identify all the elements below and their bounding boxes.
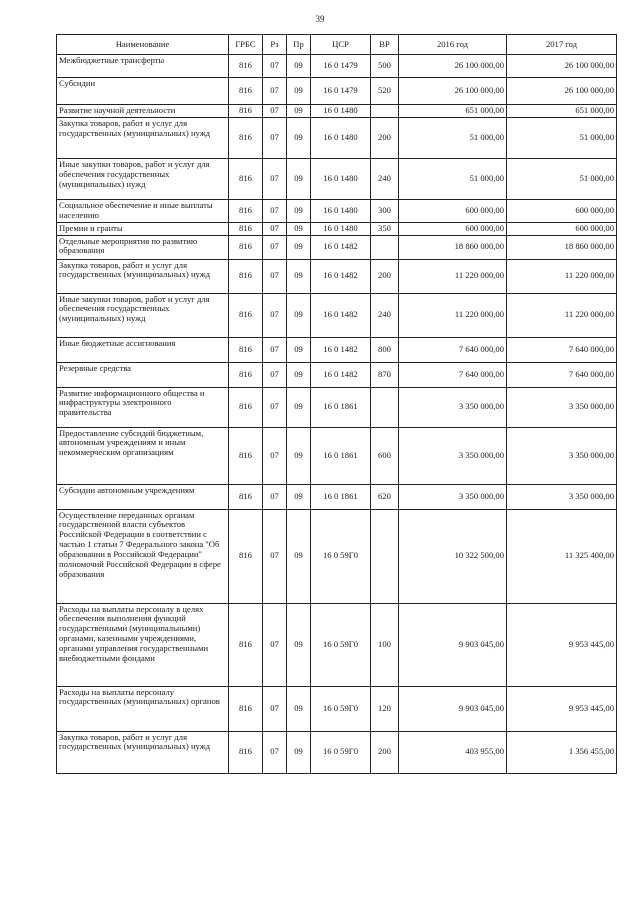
cell-rz: 07: [263, 55, 287, 78]
cell-name: Закупка товаров, работ и услуг для государственных (муниципальных) нужд: [57, 731, 229, 773]
cell-2016: 403 955,00: [399, 731, 507, 773]
cell-grbs: 816: [229, 117, 263, 158]
cell-vr: 620: [371, 484, 399, 509]
cell-rz: 07: [263, 259, 287, 293]
cell-name: Субсидии автономным учреждениям: [57, 484, 229, 509]
cell-name: Расходы на выплаты персоналу государственных (муниципальных) органов: [57, 686, 229, 731]
cell-csr: 16 0 1480: [311, 105, 371, 118]
table-row: [57, 509, 617, 603]
cell-csr: 16 0 1480: [311, 117, 371, 158]
cell-rz: 07: [263, 731, 287, 773]
cell-rz: 07: [263, 78, 287, 105]
header-2017: 2017 год: [507, 35, 617, 55]
cell-2017: 7 640 000,00: [507, 362, 617, 387]
cell-name: Премии и гранты: [57, 222, 229, 235]
cell-2017: 651 000,00: [507, 105, 617, 118]
cell-rz: 07: [263, 158, 287, 199]
cell-2017: 7 640 000,00: [507, 337, 617, 362]
cell-2016: 7 640 000,00: [399, 362, 507, 387]
cell-pr: 09: [287, 686, 311, 731]
table-row: [57, 427, 617, 484]
table-row: [57, 117, 617, 158]
cell-2017: 600 000,00: [507, 222, 617, 235]
cell-name: Закупка товаров, работ и услуг для государственных (муниципальных) нужд: [57, 259, 229, 293]
cell-name: Осуществление переданных органам государственной власти субъектов Российской Федерации в соответствии с частью 1 статьи 7 Федерального закона "Об образовании в Российской Федерации" полномочий Российской Федерации в сфере образования: [57, 509, 229, 603]
cell-vr: 800: [371, 337, 399, 362]
cell-name: Развитие информационного общества и инфраструктуры электронного правительства: [57, 387, 229, 427]
header-rz: Рз: [263, 35, 287, 55]
cell-2016: 9 903 045,00: [399, 603, 507, 686]
cell-name: Развитие научной деятельности: [57, 105, 229, 118]
cell-2016: 600 000,00: [399, 222, 507, 235]
cell-rz: 07: [263, 293, 287, 337]
cell-csr: 16 0 1482: [311, 259, 371, 293]
cell-grbs: 816: [229, 509, 263, 603]
table-body: [57, 55, 617, 774]
cell-vr: 200: [371, 731, 399, 773]
cell-rz: 07: [263, 222, 287, 235]
cell-vr: 600: [371, 427, 399, 484]
cell-name: Межбюджетные трансферты: [57, 55, 229, 78]
cell-csr: 16 0 59Г0: [311, 686, 371, 731]
cell-pr: 09: [287, 603, 311, 686]
cell-grbs: 816: [229, 105, 263, 118]
cell-grbs: 816: [229, 362, 263, 387]
cell-csr: 16 0 59Г0: [311, 731, 371, 773]
cell-rz: 07: [263, 686, 287, 731]
table-row: [57, 603, 617, 686]
cell-vr: 870: [371, 362, 399, 387]
cell-name: Расходы на выплаты персоналу в целях обеспечения выполнения функций государственными (муниципальными) органами, казенными учреждениями, органами управления государственными внебюджетными фондами: [57, 603, 229, 686]
cell-rz: 07: [263, 509, 287, 603]
cell-vr: [371, 509, 399, 603]
cell-vr: 200: [371, 117, 399, 158]
cell-csr: 16 0 1482: [311, 235, 371, 259]
cell-pr: 09: [287, 105, 311, 118]
cell-2016: 3 350 000,00: [399, 387, 507, 427]
cell-csr: 16 0 1861: [311, 427, 371, 484]
header-2016: 2016 год: [399, 35, 507, 55]
cell-2017: 51 000,00: [507, 158, 617, 199]
table-row: [57, 259, 617, 293]
table-row: [57, 362, 617, 387]
cell-rz: 07: [263, 387, 287, 427]
cell-2016: 651 000,00: [399, 105, 507, 118]
cell-pr: 09: [287, 293, 311, 337]
budget-table: [56, 34, 617, 774]
cell-grbs: 816: [229, 484, 263, 509]
cell-grbs: 816: [229, 259, 263, 293]
table-row: [57, 337, 617, 362]
table-row: [57, 686, 617, 731]
cell-rz: 07: [263, 362, 287, 387]
cell-2016: 11 220 000,00: [399, 259, 507, 293]
cell-vr: 350: [371, 222, 399, 235]
cell-rz: 07: [263, 117, 287, 158]
cell-name: Иные бюджетные ассигнования: [57, 337, 229, 362]
cell-csr: 16 0 1479: [311, 78, 371, 105]
table-row: [57, 55, 617, 78]
cell-pr: 09: [287, 55, 311, 78]
cell-vr: 240: [371, 158, 399, 199]
table-row: [57, 105, 617, 118]
cell-vr: [371, 387, 399, 427]
cell-2016: 9 903 045,00: [399, 686, 507, 731]
cell-2016: 10 322 500,00: [399, 509, 507, 603]
table-row: [57, 484, 617, 509]
cell-2017: 3 350 000,00: [507, 387, 617, 427]
cell-grbs: 816: [229, 603, 263, 686]
header-name: Наименование: [57, 35, 229, 55]
cell-csr: 16 0 1482: [311, 362, 371, 387]
cell-rz: 07: [263, 427, 287, 484]
cell-2017: 11 325 400,00: [507, 509, 617, 603]
cell-pr: 09: [287, 427, 311, 484]
cell-vr: 120: [371, 686, 399, 731]
cell-2017: 26 100 000,00: [507, 78, 617, 105]
table-row: [57, 158, 617, 199]
cell-2016: 51 000,00: [399, 117, 507, 158]
cell-pr: 09: [287, 259, 311, 293]
table-row: [57, 293, 617, 337]
cell-2016: 600 000,00: [399, 199, 507, 222]
cell-grbs: 816: [229, 337, 263, 362]
cell-vr: 520: [371, 78, 399, 105]
cell-grbs: 816: [229, 731, 263, 773]
cell-csr: 16 0 1480: [311, 222, 371, 235]
table-row: [57, 387, 617, 427]
cell-name: Иные закупки товаров, работ и услуг для обеспечения государственных (муниципальных) нужд: [57, 293, 229, 337]
cell-2017: 51 000,00: [507, 117, 617, 158]
cell-vr: 200: [371, 259, 399, 293]
cell-grbs: 816: [229, 78, 263, 105]
cell-csr: 16 0 1861: [311, 387, 371, 427]
cell-grbs: 816: [229, 55, 263, 78]
cell-2016: 7 640 000,00: [399, 337, 507, 362]
cell-name: Социальное обеспечение и иные выплаты населению: [57, 199, 229, 222]
cell-2017: 600 000,00: [507, 199, 617, 222]
cell-2017: 18 860 000,00: [507, 235, 617, 259]
cell-pr: 09: [287, 337, 311, 362]
cell-rz: 07: [263, 484, 287, 509]
table-row: [57, 199, 617, 222]
cell-vr: 100: [371, 603, 399, 686]
cell-vr: 300: [371, 199, 399, 222]
cell-2016: 18 860 000,00: [399, 235, 507, 259]
cell-csr: 16 0 1482: [311, 293, 371, 337]
cell-pr: 09: [287, 235, 311, 259]
cell-pr: 09: [287, 117, 311, 158]
header-grbs: ГРБС: [229, 35, 263, 55]
cell-2017: 11 220 000,00: [507, 259, 617, 293]
cell-rz: 07: [263, 235, 287, 259]
cell-rz: 07: [263, 337, 287, 362]
cell-2017: 9 953 445,00: [507, 603, 617, 686]
cell-csr: 16 0 1479: [311, 55, 371, 78]
header-csr: ЦСР: [311, 35, 371, 55]
cell-pr: 09: [287, 199, 311, 222]
cell-csr: 16 0 1861: [311, 484, 371, 509]
cell-name: Отдельные мероприятия по развитию образования: [57, 235, 229, 259]
cell-2016: 26 100 000,00: [399, 78, 507, 105]
table-row: [57, 78, 617, 105]
cell-pr: 09: [287, 222, 311, 235]
cell-2016: 3 350 000,00: [399, 427, 507, 484]
cell-grbs: 816: [229, 199, 263, 222]
cell-grbs: 816: [229, 427, 263, 484]
cell-csr: 16 0 59Г0: [311, 509, 371, 603]
cell-vr: 500: [371, 55, 399, 78]
cell-2017: 11 220 000,00: [507, 293, 617, 337]
cell-2016: 51 000,00: [399, 158, 507, 199]
cell-grbs: 816: [229, 158, 263, 199]
cell-csr: 16 0 1480: [311, 158, 371, 199]
cell-2017: 3 350 000,00: [507, 427, 617, 484]
cell-pr: 09: [287, 731, 311, 773]
table-header-row: [57, 35, 617, 55]
cell-name: Предоставление субсидий бюджетным, автономным учреждениям и иным некоммерческим организациям: [57, 427, 229, 484]
cell-name: Иные закупки товаров, работ и услуг для обеспечения государственных (муниципальных) нужд: [57, 158, 229, 199]
cell-csr: 16 0 1482: [311, 337, 371, 362]
cell-name: Субсидии: [57, 78, 229, 105]
cell-pr: 09: [287, 484, 311, 509]
cell-2016: 11 220 000,00: [399, 293, 507, 337]
cell-2017: 26 100 000,00: [507, 55, 617, 78]
cell-vr: 240: [371, 293, 399, 337]
page-number: 39: [315, 14, 325, 24]
cell-2016: 26 100 000,00: [399, 55, 507, 78]
table-row: [57, 235, 617, 259]
cell-grbs: 816: [229, 235, 263, 259]
cell-pr: 09: [287, 509, 311, 603]
cell-name: Закупка товаров, работ и услуг для государственных (муниципальных) нужд: [57, 117, 229, 158]
cell-2017: 3 350 000,00: [507, 484, 617, 509]
cell-grbs: 816: [229, 293, 263, 337]
cell-vr: [371, 105, 399, 118]
cell-name: Резервные средства: [57, 362, 229, 387]
cell-rz: 07: [263, 603, 287, 686]
cell-rz: 07: [263, 105, 287, 118]
cell-rz: 07: [263, 199, 287, 222]
header-vr: ВР: [371, 35, 399, 55]
cell-pr: 09: [287, 362, 311, 387]
cell-csr: 16 0 59Г0: [311, 603, 371, 686]
cell-pr: 09: [287, 387, 311, 427]
cell-2017: 1 356 455,00: [507, 731, 617, 773]
cell-grbs: 816: [229, 387, 263, 427]
cell-grbs: 816: [229, 222, 263, 235]
cell-pr: 09: [287, 158, 311, 199]
header-pr: Пр: [287, 35, 311, 55]
cell-vr: [371, 235, 399, 259]
cell-grbs: 816: [229, 686, 263, 731]
table-row: [57, 222, 617, 235]
table-row: [57, 731, 617, 773]
cell-csr: 16 0 1480: [311, 199, 371, 222]
cell-2017: 9 953 445,00: [507, 686, 617, 731]
cell-2016: 3 350 000,00: [399, 484, 507, 509]
cell-pr: 09: [287, 78, 311, 105]
